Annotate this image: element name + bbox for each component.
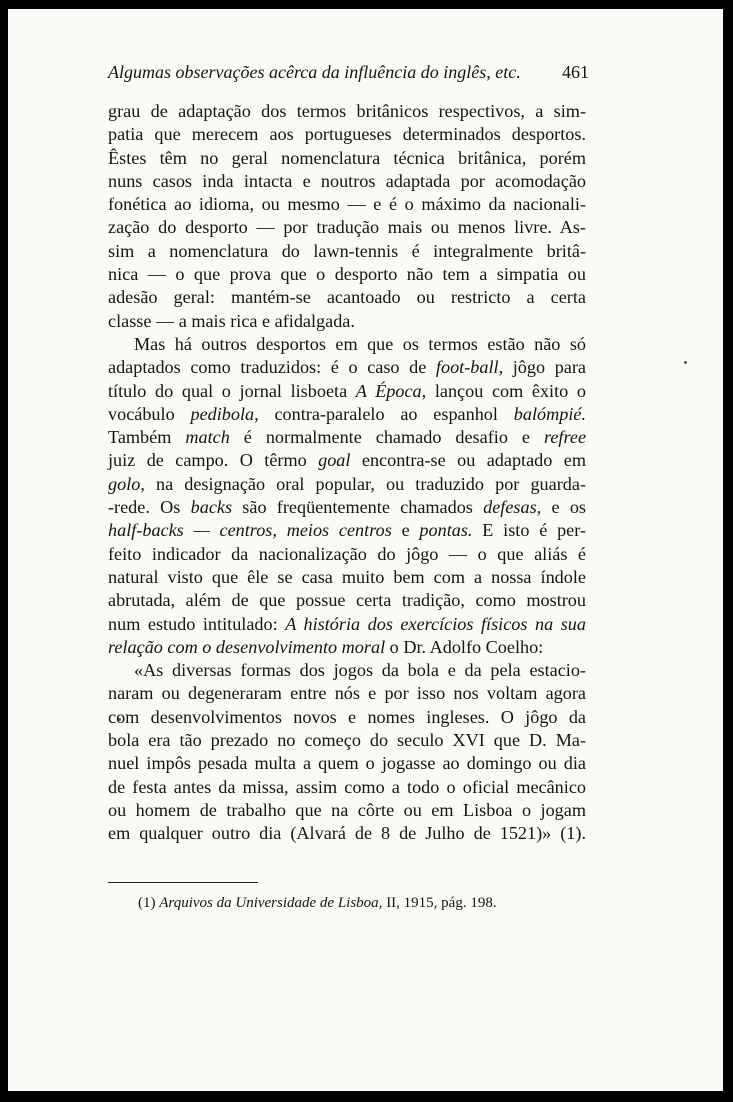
text-line: em qualquer outro dia (Alvará de 8 de Julho de 1521)» (1). <box>108 823 586 844</box>
page-number: 461 <box>562 62 589 82</box>
text-line: golo, na designação oral popular, ou traduzido por guarda- <box>108 473 586 494</box>
text-line: ou homem de trabalho que na côrte ou em Lisboa o jogam <box>108 799 586 820</box>
paper-speck <box>684 361 687 364</box>
running-header <box>108 62 588 83</box>
text-line: fonética ao idioma, ou mesmo — e é o máximo da nacionali- <box>108 194 586 215</box>
study-title-cont: relação com o desenvolvimento moral <box>108 636 386 657</box>
term-backs: backs <box>190 497 233 518</box>
text-line: sim a nomenclatura do lawn-tennis é integralmente britâ- <box>108 240 586 261</box>
text-line: classe — a mais rica e afidalgada. <box>108 310 355 331</box>
text-line: Mas há outros desportos em que os termos estão não só <box>134 333 586 354</box>
text-line: num estudo intitulado: A história dos exercícios físicos na sua <box>108 613 586 634</box>
text-line: adesão geral: mantém-se acantoado ou restricto a certa <box>108 287 586 308</box>
text-line: vocábulo pedibola, contra-paralelo ao espanhol balómpié. <box>108 403 586 424</box>
text-line: Êstes têm no geral nomenclatura técnica britânica, porém <box>108 147 586 168</box>
text-line: nica — o que prova que o desporto não tem a simpatia ou <box>108 264 586 285</box>
page-body <box>108 100 586 846</box>
term-match: match <box>185 427 230 448</box>
text-line: Também match é normalmente chamado desafio e refree <box>108 427 587 448</box>
newspaper-name: A Época, <box>355 380 427 401</box>
text-line: título do qual o jornal lisboeta A Época, lançou com êxito o <box>108 380 586 401</box>
text-line: grau de adaptação dos termos britânicos respectivos, a sim- <box>108 101 586 121</box>
footnote-rule <box>108 882 258 883</box>
text-line: com desenvolvimentos novos e nomes ingleses. O jôgo da <box>108 706 586 727</box>
footnote-source: Arquivos da Universidade de Lisboa, <box>159 895 383 911</box>
text-line: bola era tão prezado no começo do seculo XVI que D. Ma- <box>108 730 586 751</box>
paragraph-1 <box>108 100 586 333</box>
paragraph-2 <box>108 333 586 659</box>
term-refree: refree <box>543 427 587 448</box>
term-golo: golo, <box>108 473 145 494</box>
text-line: natural visto que êle se casa muito bem com a nossa índole <box>108 566 586 587</box>
term-defesas: defesas, <box>483 497 542 518</box>
text-line: patia que merecem aos portugueses determinados desportos. <box>108 124 586 145</box>
term-foot-ball: foot-ball, <box>435 357 504 378</box>
text-line: juiz de campo. O têrmo goal encontra-se ou adaptado em <box>108 450 586 471</box>
running-title: Algumas observações acêrca da influência do inglês, etc. <box>108 62 521 82</box>
text-line: de festa antes da missa, assim como a todo o oficial mecânico <box>108 776 586 797</box>
text-line: adaptados como traduzidos: é o caso de foot-ball, jôgo para <box>108 357 586 378</box>
text-line: relação com o desenvolvimento moral o Dr. Adolfo Coelho: <box>108 636 544 657</box>
text-line: naram ou degeneraram entre nós e por isso nos voltam agora <box>108 683 586 704</box>
text-line: nuns casos inda intacta e noutros adaptada por acomodação <box>108 170 586 191</box>
text-line: zação do desporto — por tradução mais ou menos livre. As- <box>108 217 586 238</box>
text-line: feito indicador da nacionalização do jôgo — o que aliás é <box>108 543 586 564</box>
text-line: half-backs — centros, meios centros e pontas. E isto é per- <box>108 520 586 541</box>
term-balompie: balómpié. <box>513 403 586 424</box>
text-line: abrutada, além de que possue certa tradição, como mostrou <box>108 590 586 611</box>
term-pontas: pontas. <box>419 520 473 541</box>
footnote-details: II, 1915, pág. 198. <box>386 895 497 911</box>
text-line: nuel impôs pesada multa a quem o jogasse ao domingo ou dia <box>108 753 586 774</box>
text-line: -rede. Os backs são freqüentemente chamados defesas, e os <box>108 497 586 518</box>
text-line: «As diversas formas dos jogos da bola e da pela estacio- <box>134 660 586 681</box>
quotation <box>108 659 586 845</box>
footnote <box>138 895 588 912</box>
study-title: A história dos exercícios físicos na sua <box>285 613 586 634</box>
term-goal: goal <box>318 450 351 471</box>
term-pedibola: pedibola, <box>190 403 259 424</box>
footnote-marker: (1) <box>138 895 156 911</box>
term-half-backs: half-backs — centros, meios centros <box>108 520 392 541</box>
